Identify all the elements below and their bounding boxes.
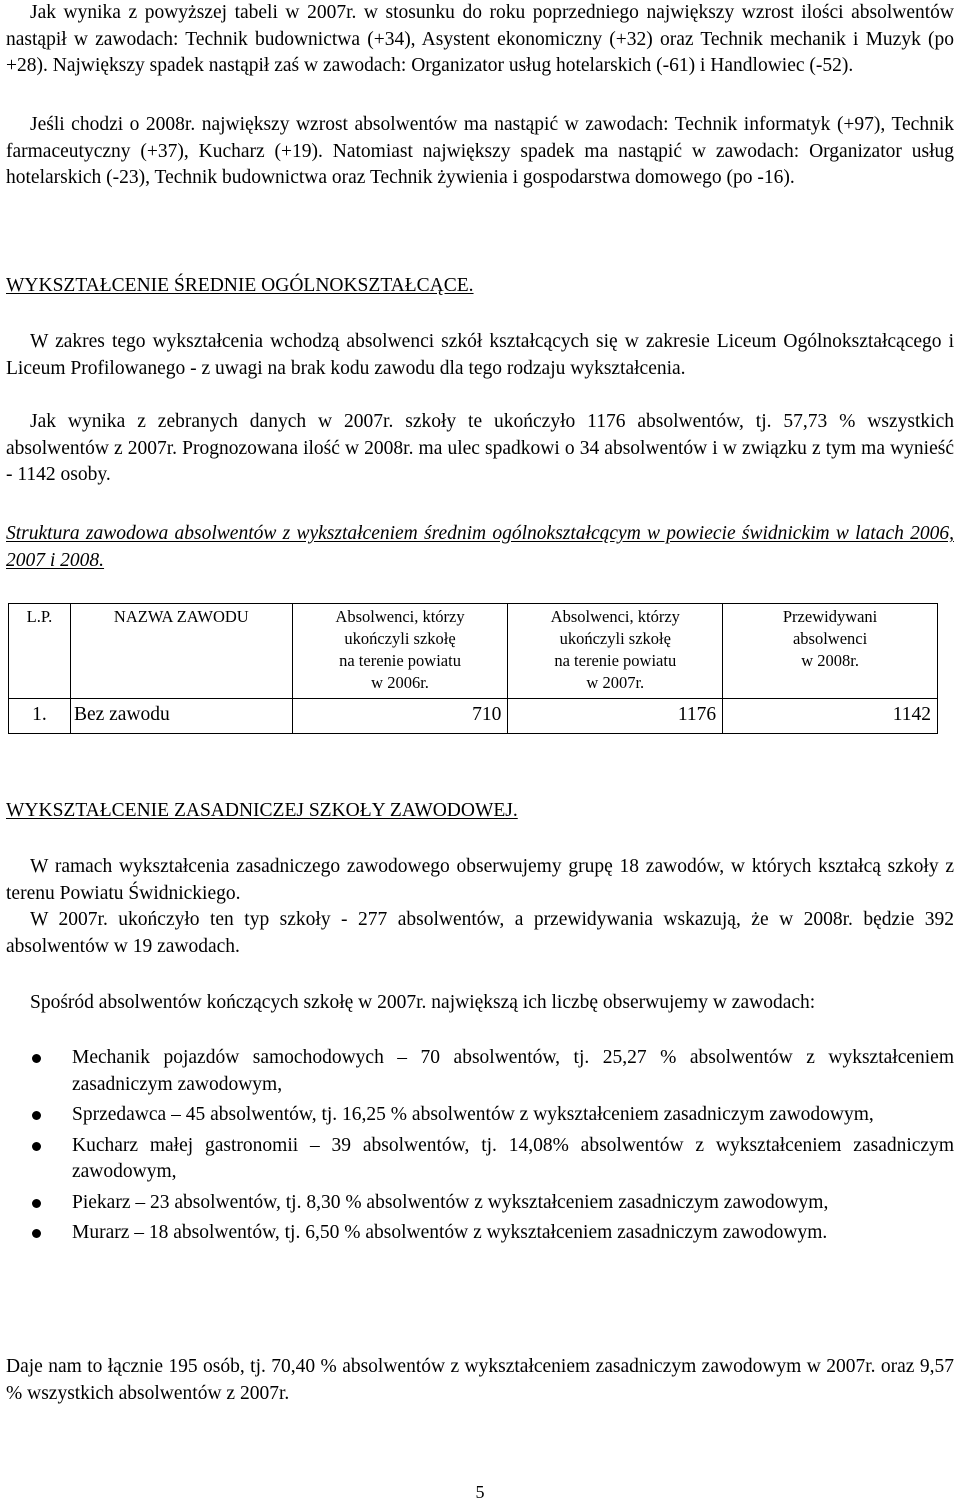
header-expected-2008: Przewidywani absolwenci w 2008r. bbox=[723, 604, 938, 699]
bullet-icon bbox=[32, 1142, 41, 1151]
bullet-icon bbox=[32, 1054, 41, 1063]
section-heading-secondary-general: WYKSZTAŁCENIE ŚREDNIE OGÓLNOKSZTAŁCĄCE. bbox=[6, 275, 474, 296]
header-lp: L.P. bbox=[9, 604, 71, 699]
table-row bbox=[9, 699, 938, 734]
list-item: Sprzedawca – 45 absolwentów, tj. 16,25 % absolwentów z wykształceniem zasadniczym zawodowym, bbox=[6, 1102, 954, 1129]
cell-lp: 1. bbox=[9, 699, 71, 734]
header-graduates-2007: Absolwenci, którzy ukończyli szkołę na terenie powiatu w 2007r. bbox=[508, 604, 723, 699]
section1-paragraph-1: W zakres tego wykształcenia wchodzą absolwenci szkół kształcących się w zakresie Liceum Ogólnokształcącego i Liceum Profilowanego - z uwagi na brak kodu zawodu dla tego rodzaju wykształcenia. bbox=[6, 331, 954, 379]
list-item: Murarz – 18 absolwentów, tj. 6,50 % absolwentów z wykształceniem zasadniczym zawodowym. bbox=[6, 1220, 954, 1247]
cell-2007: 1176 bbox=[508, 699, 723, 734]
bullet-icon bbox=[32, 1111, 41, 1120]
page-number: 5 bbox=[475, 1482, 485, 1502]
summary-paragraph: Daje nam to łącznie 195 osób, tj. 70,40 % absolwentów z wykształceniem zasadniczym zawodowym w 2007r. oraz 9,57 % wszystkich absolwentów z 2007r. bbox=[6, 1356, 954, 1404]
header-profession-name: NAZWA ZAWODU bbox=[70, 604, 292, 699]
section2-paragraph-3: Spośród absolwentów kończących szkołę w 2007r. największą ich liczbę obserwujemy w zawodach: bbox=[30, 992, 816, 1013]
intro-paragraph-1: Jak wynika z powyższej tabeli w 2007r. w stosunku do roku poprzedniego największy wzrost ilości absolwentów nastąpił w zawodach: Technik budownictwa (+34), Asystent ekonomiczny (+32) oraz Technik mechanik i Muzyk (po +28). Największy spadek nastąpił zaś w zawodach: Organizator usług hotelarskich (-61) i Handlowiec (-52). bbox=[6, 2, 954, 76]
table-header-row bbox=[9, 604, 938, 699]
table-caption: Struktura zawodowa absolwentów z wykształceniem średnim ogólnokształcącym w powiecie świdnickim w latach 2006, 2007 i 2008. bbox=[6, 523, 954, 571]
bullet-icon bbox=[32, 1229, 41, 1238]
list-item: Mechanik pojazdów samochodowych – 70 absolwentów, tj. 25,27 % absolwentów z wykształceniem zasadniczym zawodowym, bbox=[6, 1045, 954, 1098]
list-item: Piekarz – 23 absolwentów, tj. 8,30 % absolwentów z wykształceniem zasadniczym zawodowym, bbox=[6, 1190, 954, 1217]
bullet-icon bbox=[32, 1199, 41, 1208]
section2-paragraph-1: W ramach wykształcenia zasadniczego zawodowego obserwujemy grupę 18 zawodów, w których kształcą szkoły z terenu Powiatu Świdnickiego. bbox=[6, 856, 954, 904]
section1-paragraph-2: Jak wynika z zebranych danych w 2007r. szkoły te ukończyło 1176 absolwentów, tj. 57,73 % wszystkich absolwentów z 2007r. Prognozowana ilość w 2008r. ma ulec spadkowi o 34 absolwentów i w związku z tym ma wynieść - 1142 osoby. bbox=[6, 411, 954, 485]
graduates-table bbox=[8, 603, 938, 734]
section2-paragraph-2: W 2007r. ukończyło ten typ szkoły - 277 absolwentów, a przewidywania wskazują, że w 2008r. będzie 392 absolwentów w 19 zawodach. bbox=[6, 909, 954, 957]
section-heading-vocational: WYKSZTAŁCENIE ZASADNICZEJ SZKOŁY ZAWODOWEJ. bbox=[6, 800, 518, 821]
top-professions-list bbox=[6, 1045, 954, 1251]
intro-paragraph-2: Jeśli chodzi o 2008r. największy wzrost absolwentów ma nastąpić w zawodach: Technik informatyk (+97), Technik farmaceutyczny (+37), Kucharz (+19). Natomiast największy spadek ma nastąpić w zawodach: Organizator usług hotelarskich (-23), Technik budownictwa oraz Technik żywienia i gospodarstwa domowego (po -16). bbox=[6, 114, 954, 188]
header-graduates-2006: Absolwenci, którzy ukończyli szkołę na terenie powiatu w 2006r. bbox=[292, 604, 508, 699]
cell-profession: Bez zawodu bbox=[70, 699, 292, 734]
cell-2006: 710 bbox=[292, 699, 508, 734]
list-item: Kucharz małej gastronomii – 39 absolwentów, tj. 14,08% absolwentów z wykształceniem zasadniczym zawodowym, bbox=[6, 1133, 954, 1186]
cell-2008: 1142 bbox=[723, 699, 938, 734]
